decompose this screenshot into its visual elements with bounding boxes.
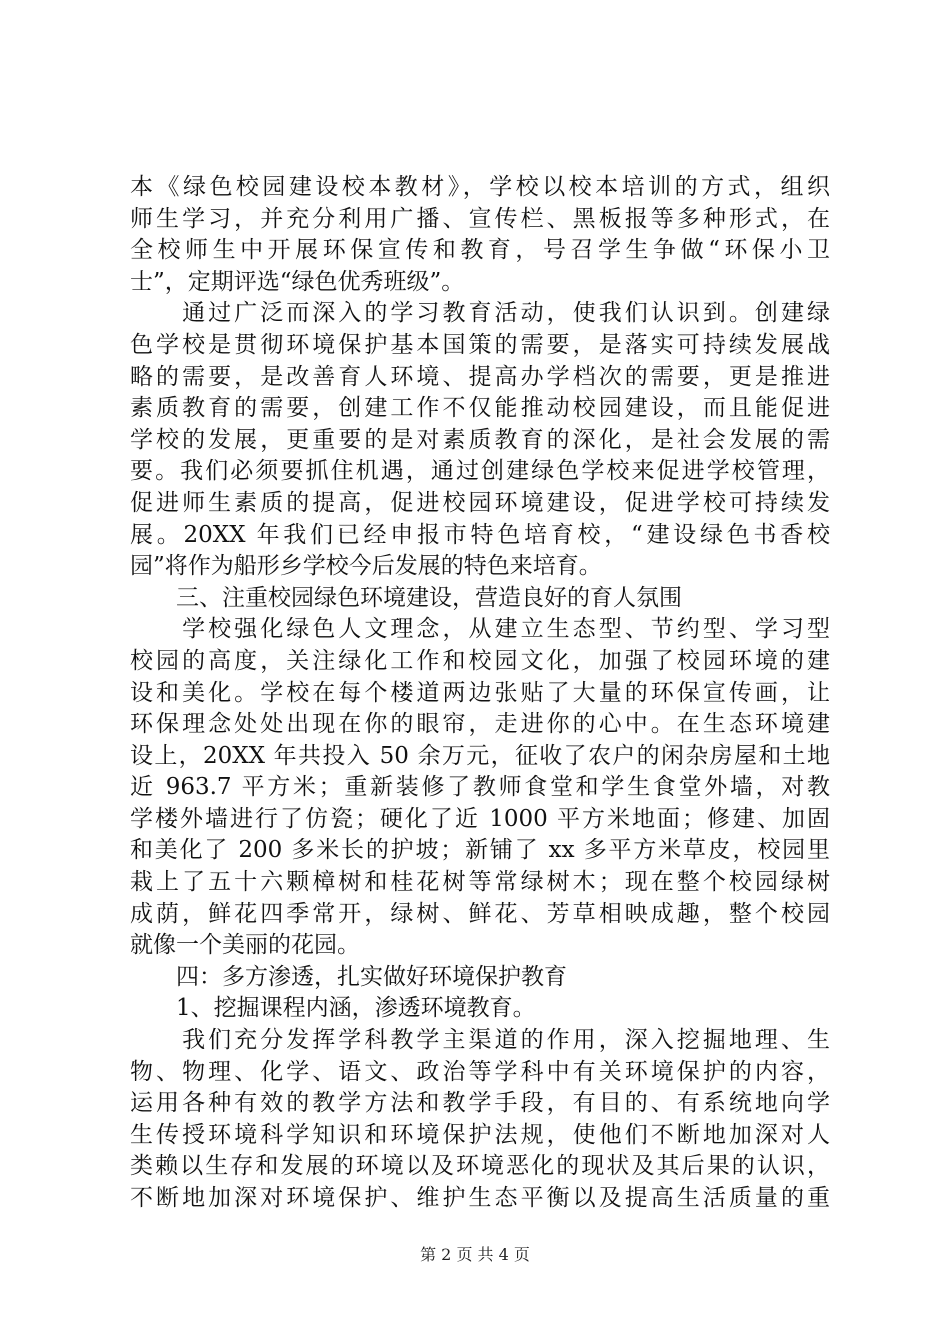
text-line: 近 963.7 平方米；重新装修了教师食堂和学生食堂外墙，对教 <box>130 774 830 801</box>
text-line: 设上，20XX 年共投入 50 余万元，征收了农户的闲杂房屋和土地 <box>130 742 830 769</box>
body-text <box>130 172 830 1215</box>
text-line: 学校的发展，更重要的是对素质教育的深化，是社会发展的需 <box>130 426 830 453</box>
text-line: 和美化了 200 多米长的护坡；新铺了 xx 多平方米草皮，校园里 <box>130 837 830 864</box>
text-line: 栽上了五十六颗樟树和桂花树等常绿树木；现在整个校园绿树 <box>130 869 830 896</box>
text-line: 要。我们必须要抓住机遇，通过创建绿色学校来促进学校管理， <box>130 458 830 485</box>
text-line: 色学校是贯彻环境保护基本国策的需要，是落实可持续发展战 <box>130 331 830 358</box>
text-line: 校园的高度，关注绿化工作和校园文化，加强了校园环境的建 <box>130 647 830 674</box>
text-line: 四：多方渗透，扎实做好环境保护教育 <box>130 963 567 990</box>
text-line: 成荫，鲜花四季常开，绿树、鲜花、芳草相映成趣，整个校园 <box>130 900 830 927</box>
text-line: 略的需要，是改善育人环境、提高办学档次的需要，更是推进 <box>130 363 830 390</box>
text-line: 我们充分发挥学科教学主渠道的作用，深入挖掘地理、生 <box>130 1027 830 1054</box>
text-line: 促进师生素质的提高，促进校园环境建设，促进学校可持续发 <box>130 489 830 516</box>
text-line: 物、物理、化学、语文、政治等学科中有关环境保护的内容， <box>130 1058 830 1085</box>
text-line: 展。20XX 年我们已经申报市特色培育校，“建设绿色书香校 <box>130 521 830 548</box>
text-line: 设和美化。学校在每个楼道两边张贴了大量的环保宣传画，让 <box>130 679 830 706</box>
text-line: 本《绿色校园建设校本教材》，学校以校本培训的方式，组织 <box>130 174 830 200</box>
page-footer: 第 2 页 共 4 页 <box>420 1245 530 1264</box>
text-line: 全校师生中开展环保宣传和教育，号召学生争做“环保小卫 <box>130 237 830 264</box>
text-line: 环保理念处处出现在你的眼帘，走进你的心中。在生态环境建 <box>130 711 830 738</box>
text-line: 就像一个美丽的花园。 <box>130 932 360 959</box>
text-line: 素质教育的需要，创建工作不仅能推动校园建设，而且能促进 <box>130 395 830 422</box>
text-line: 园”将作为船形乡学校今后发展的特色来培育。 <box>130 553 602 580</box>
text-line: 士”，定期评选“绿色优秀班级”。 <box>130 268 465 295</box>
text-line: 师生学习，并充分利用广播、宣传栏、黑板报等多种形式，在 <box>130 205 830 232</box>
text-line: 生传授环境科学知识和环境保护法规，使他们不断地加深对人 <box>130 1121 830 1148</box>
text-line: 三、注重校园绿色环境建设，营造良好的育人氛围 <box>130 584 682 611</box>
text-line: 学校强化绿色人文理念，从建立生态型、节约型、学习型 <box>130 616 830 643</box>
text-line: 运用各种有效的教学方法和教学手段，有目的、有系统地向学 <box>130 1090 830 1117</box>
text-line: 学楼外墙进行了仿瓷；硬化了近 1000 平方米地面；修建、加固 <box>130 805 830 832</box>
text-line: 不断地加深对环境保护、维护生态平衡以及提高生活质量的重 <box>130 1185 830 1211</box>
text-line: 通过广泛而深入的学习教育活动，使我们认识到。创建绿 <box>130 300 830 327</box>
text-line: 类赖以生存和发展的环境以及环境恶化的现状及其后果的认识， <box>130 1153 830 1180</box>
text-line: 1、挖掘课程内涵，渗透环境教育。 <box>130 995 536 1022</box>
